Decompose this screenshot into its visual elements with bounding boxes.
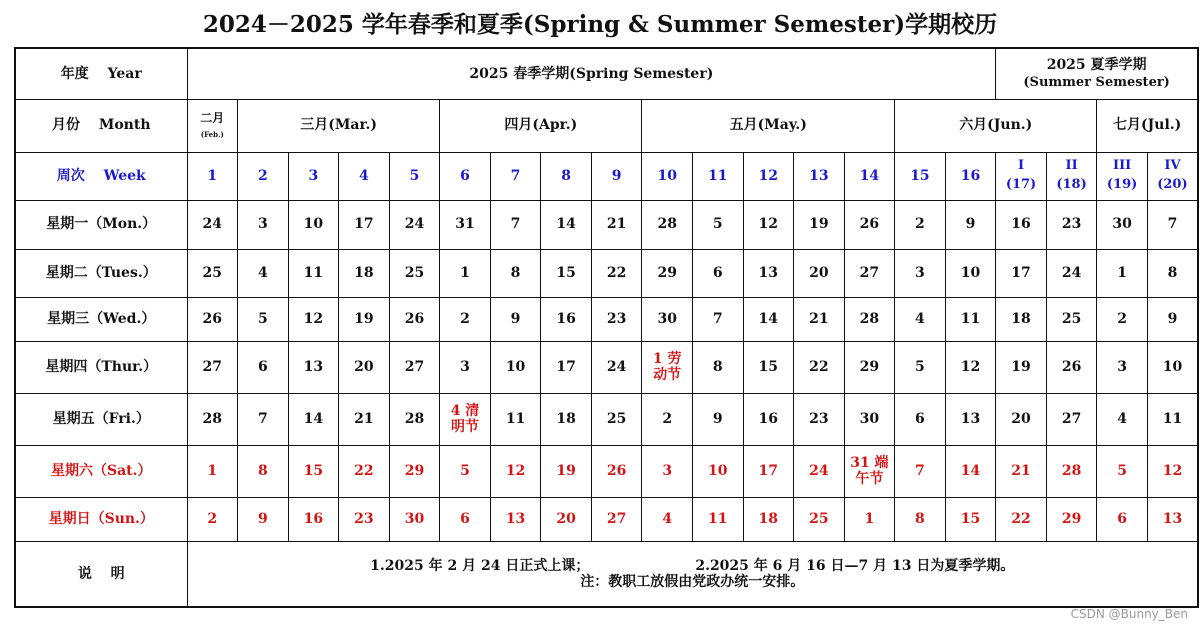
day-row-fri — [15, 393, 1198, 445]
date-cell: 17 — [339, 200, 390, 249]
date-cell: 10 — [288, 200, 339, 249]
date-cell: 28 — [844, 297, 895, 341]
summer-week-roman: III — [1112, 158, 1132, 174]
date-cell: 12 — [743, 200, 794, 249]
date-cell: 14 — [743, 297, 794, 341]
week-number: 8 — [541, 152, 592, 200]
week-label: 周次 Week — [15, 152, 187, 200]
watermark: CSDN @Bunny_Ben — [1070, 607, 1188, 621]
date-cell: 11 — [1147, 393, 1198, 445]
date-cell: 10 — [490, 341, 541, 393]
date-cell: 29 — [389, 445, 440, 497]
date-cell: 15 — [945, 497, 996, 541]
date-cell: 8 — [1147, 249, 1198, 297]
summer-week — [1147, 152, 1198, 200]
date-cell: 22 — [996, 497, 1047, 541]
date-cell: 2 — [642, 393, 693, 445]
date-cell: 19 — [541, 445, 592, 497]
week-number: 1 — [187, 152, 238, 200]
date-cell: 1 — [844, 497, 895, 541]
summer-week-number: (17) — [1005, 177, 1037, 192]
holiday-line: 午节 — [855, 471, 884, 487]
date-cell: 23 — [1046, 200, 1097, 249]
summer-week-number: (18) — [1056, 177, 1087, 192]
day-label: 星期四（Thur.） — [15, 341, 187, 393]
date-cell: 6 — [895, 393, 946, 445]
date-cell: 4 — [642, 497, 693, 541]
date-cell: 5 — [1097, 445, 1148, 497]
notes-label: 说 明 — [15, 541, 187, 607]
date-cell: 22 — [794, 341, 845, 393]
date-cell: 13 — [743, 249, 794, 297]
date-cell: 25 — [187, 249, 238, 297]
date-cell: 14 — [541, 200, 592, 249]
date-cell: 6 — [238, 341, 289, 393]
day-row-thu — [15, 341, 1198, 393]
date-cell: 15 — [743, 341, 794, 393]
day-label: 星期三（Wed.） — [15, 297, 187, 341]
date-cell: 1 — [440, 249, 491, 297]
date-cell: 17 — [996, 249, 1047, 297]
date-cell: 10 — [692, 445, 743, 497]
date-cell: 4 — [238, 249, 289, 297]
date-cell: 27 — [389, 341, 440, 393]
month-jun: 六月(Jun.) — [895, 99, 1097, 152]
week-number: 5 — [389, 152, 440, 200]
summer-semester-title: 2025 夏季学期 — [1046, 56, 1147, 73]
date-cell: 5 — [440, 445, 491, 497]
day-label: 星期五（Fri.） — [15, 393, 187, 445]
week-number: 9 — [591, 152, 642, 200]
date-cell: 15 — [541, 249, 592, 297]
date-cell: 25 — [591, 393, 642, 445]
date-cell: 12 — [1147, 445, 1198, 497]
date-cell: 28 — [1046, 445, 1097, 497]
month-apr: 四月(Apr.) — [440, 99, 642, 152]
date-cell: 10 — [945, 249, 996, 297]
summer-week-roman: I — [1017, 158, 1025, 174]
date-cell: 16 — [743, 393, 794, 445]
summer-week-roman: II — [1065, 158, 1078, 174]
date-cell: 18 — [743, 497, 794, 541]
summer-semester-subtitle: (Summer Semester) — [1023, 74, 1170, 90]
summer-week — [1046, 152, 1097, 200]
date-cell: 18 — [996, 297, 1047, 341]
date-cell: 1 — [1097, 249, 1148, 297]
date-cell: 14 — [945, 445, 996, 497]
date-cell: 5 — [238, 297, 289, 341]
date-cell: 26 — [591, 445, 642, 497]
holiday-line: 1 劳 — [652, 350, 682, 367]
date-cell: 9 — [1147, 297, 1198, 341]
date-cell: 24 — [794, 445, 845, 497]
date-cell: 6 — [1097, 497, 1148, 541]
date-cell: 7 — [490, 200, 541, 249]
date-cell: 17 — [541, 341, 592, 393]
date-cell: 2 — [440, 297, 491, 341]
date-cell: 22 — [591, 249, 642, 297]
date-cell: 18 — [339, 249, 390, 297]
date-cell: 27 — [844, 249, 895, 297]
date-cell: 3 — [238, 200, 289, 249]
date-cell: 24 — [389, 200, 440, 249]
date-cell: 7 — [1147, 200, 1198, 249]
date-cell: 2 — [187, 497, 238, 541]
date-cell: 19 — [794, 200, 845, 249]
date-cell: 26 — [187, 297, 238, 341]
date-cell: 3 — [642, 445, 693, 497]
month-may: 五月(May.) — [642, 99, 895, 152]
date-cell: 11 — [490, 393, 541, 445]
date-cell: 13 — [945, 393, 996, 445]
date-cell: 7 — [895, 445, 946, 497]
date-cell: 21 — [794, 297, 845, 341]
day-row-sat — [15, 445, 1198, 497]
week-number: 11 — [692, 152, 743, 200]
date-cell: 7 — [692, 297, 743, 341]
date-cell: 17 — [743, 445, 794, 497]
holiday-line: 31 端 — [850, 454, 889, 471]
month-feb-label: 二月 — [200, 111, 225, 126]
date-cell: 30 — [642, 297, 693, 341]
week-number: 7 — [490, 152, 541, 200]
date-cell: 13 — [1147, 497, 1198, 541]
date-cell: 9 — [490, 297, 541, 341]
date-cell: 27 — [591, 497, 642, 541]
date-cell: 21 — [996, 445, 1047, 497]
date-cell: 16 — [541, 297, 592, 341]
date-cell: 4 — [1097, 393, 1148, 445]
notes-row — [15, 541, 1198, 607]
year-label: 年度 Year — [15, 48, 187, 99]
date-cell: 23 — [591, 297, 642, 341]
date-cell: 5 — [692, 200, 743, 249]
date-cell: 23 — [339, 497, 390, 541]
holiday-dragon-boat — [844, 445, 895, 497]
date-cell: 4 — [895, 297, 946, 341]
date-cell: 24 — [187, 200, 238, 249]
date-cell: 28 — [389, 393, 440, 445]
date-cell: 19 — [339, 297, 390, 341]
week-number: 16 — [945, 152, 996, 200]
calendar-table — [14, 47, 1199, 608]
date-cell: 20 — [996, 393, 1047, 445]
date-cell: 26 — [844, 200, 895, 249]
date-cell: 13 — [490, 497, 541, 541]
date-cell: 16 — [996, 200, 1047, 249]
date-cell: 12 — [288, 297, 339, 341]
holiday-labor-day — [642, 341, 693, 393]
date-cell: 21 — [591, 200, 642, 249]
date-cell: 21 — [339, 393, 390, 445]
date-cell: 15 — [288, 445, 339, 497]
summer-week — [996, 152, 1047, 200]
date-cell: 30 — [1097, 200, 1148, 249]
notes-line-1 — [188, 558, 1198, 574]
date-cell: 29 — [1046, 497, 1097, 541]
note-staff-holiday: 注：教职工放假由党政办统一安排。 — [580, 573, 805, 590]
date-cell: 30 — [844, 393, 895, 445]
date-cell: 6 — [692, 249, 743, 297]
date-cell: 27 — [1046, 393, 1097, 445]
date-cell: 18 — [541, 393, 592, 445]
note-start-date: 1.2025 年 2 月 24 日正式上课； — [370, 557, 590, 574]
holiday-line: 4 清 — [450, 402, 480, 419]
date-cell: 9 — [692, 393, 743, 445]
day-label: 星期六（Sat.） — [15, 445, 187, 497]
date-cell: 8 — [238, 445, 289, 497]
date-cell: 12 — [945, 341, 996, 393]
date-cell: 25 — [389, 249, 440, 297]
date-cell: 9 — [945, 200, 996, 249]
date-cell: 13 — [288, 341, 339, 393]
day-row-mon — [15, 200, 1198, 249]
spring-semester-header: 2025 春季学期(Spring Semester) — [187, 48, 996, 99]
date-cell: 8 — [490, 249, 541, 297]
page-title: 2024－2025 学年春季和夏季(Spring & Summer Semester)学期校历 — [202, 11, 998, 38]
date-cell: 30 — [389, 497, 440, 541]
week-number: 10 — [642, 152, 693, 200]
notes-content — [187, 541, 1198, 607]
date-cell: 11 — [288, 249, 339, 297]
month-feb-sub: (Feb.) — [200, 129, 224, 139]
date-cell: 27 — [187, 341, 238, 393]
holiday-line: 动节 — [653, 367, 682, 383]
week-number: 14 — [844, 152, 895, 200]
date-cell: 2 — [1097, 297, 1148, 341]
date-cell: 29 — [642, 249, 693, 297]
date-cell: 7 — [238, 393, 289, 445]
day-label: 星期二（Tues.） — [15, 249, 187, 297]
month-row — [15, 99, 1198, 152]
day-row-wed — [15, 297, 1198, 341]
date-cell: 22 — [339, 445, 390, 497]
week-number: 6 — [440, 152, 491, 200]
week-number: 15 — [895, 152, 946, 200]
week-number: 4 — [339, 152, 390, 200]
week-row — [15, 152, 1198, 200]
date-cell: 25 — [794, 497, 845, 541]
date-cell: 8 — [895, 497, 946, 541]
date-cell: 5 — [895, 341, 946, 393]
date-cell: 28 — [642, 200, 693, 249]
date-cell: 20 — [794, 249, 845, 297]
date-cell: 16 — [288, 497, 339, 541]
date-cell: 20 — [541, 497, 592, 541]
date-cell: 10 — [1147, 341, 1198, 393]
date-cell: 25 — [1046, 297, 1097, 341]
date-cell: 3 — [440, 341, 491, 393]
week-number: 13 — [794, 152, 845, 200]
date-cell: 6 — [440, 497, 491, 541]
holiday-line: 明节 — [451, 419, 479, 435]
day-label: 星期日（Sun.） — [15, 497, 187, 541]
month-jul: 七月(Jul.) — [1097, 99, 1198, 152]
date-cell: 12 — [490, 445, 541, 497]
holiday-qingming — [440, 393, 491, 445]
month-label: 月份 Month — [15, 99, 187, 152]
date-cell: 3 — [1097, 341, 1148, 393]
date-cell: 24 — [1046, 249, 1097, 297]
week-number: 3 — [288, 152, 339, 200]
summer-week-number: (19) — [1106, 177, 1138, 192]
date-cell: 2 — [895, 200, 946, 249]
date-cell: 11 — [945, 297, 996, 341]
week-number: 12 — [743, 152, 794, 200]
month-mar: 三月(Mar.) — [238, 99, 440, 152]
summer-week — [1097, 152, 1148, 200]
summer-week-number: (20) — [1157, 177, 1188, 192]
month-feb — [187, 99, 238, 152]
date-cell: 28 — [187, 393, 238, 445]
date-cell: 26 — [389, 297, 440, 341]
year-row — [15, 48, 1198, 99]
day-label: 星期一（Mon.） — [15, 200, 187, 249]
week-number: 2 — [238, 152, 289, 200]
date-cell: 19 — [996, 341, 1047, 393]
date-cell: 8 — [692, 341, 743, 393]
date-cell: 14 — [288, 393, 339, 445]
date-cell: 24 — [591, 341, 642, 393]
date-cell: 26 — [1046, 341, 1097, 393]
summer-semester-header — [996, 48, 1198, 99]
date-cell: 9 — [238, 497, 289, 541]
date-cell: 23 — [794, 393, 845, 445]
summer-week-roman: IV — [1164, 158, 1181, 174]
day-row-tue — [15, 249, 1198, 297]
date-cell: 11 — [692, 497, 743, 541]
date-cell: 1 — [187, 445, 238, 497]
date-cell: 31 — [440, 200, 491, 249]
date-cell: 3 — [895, 249, 946, 297]
date-cell: 20 — [339, 341, 390, 393]
day-row-sun — [15, 497, 1198, 541]
note-summer-dates: 2.2025 年 6 月 16 日—7 月 13 日为夏季学期。 — [695, 557, 1015, 574]
date-cell: 29 — [844, 341, 895, 393]
